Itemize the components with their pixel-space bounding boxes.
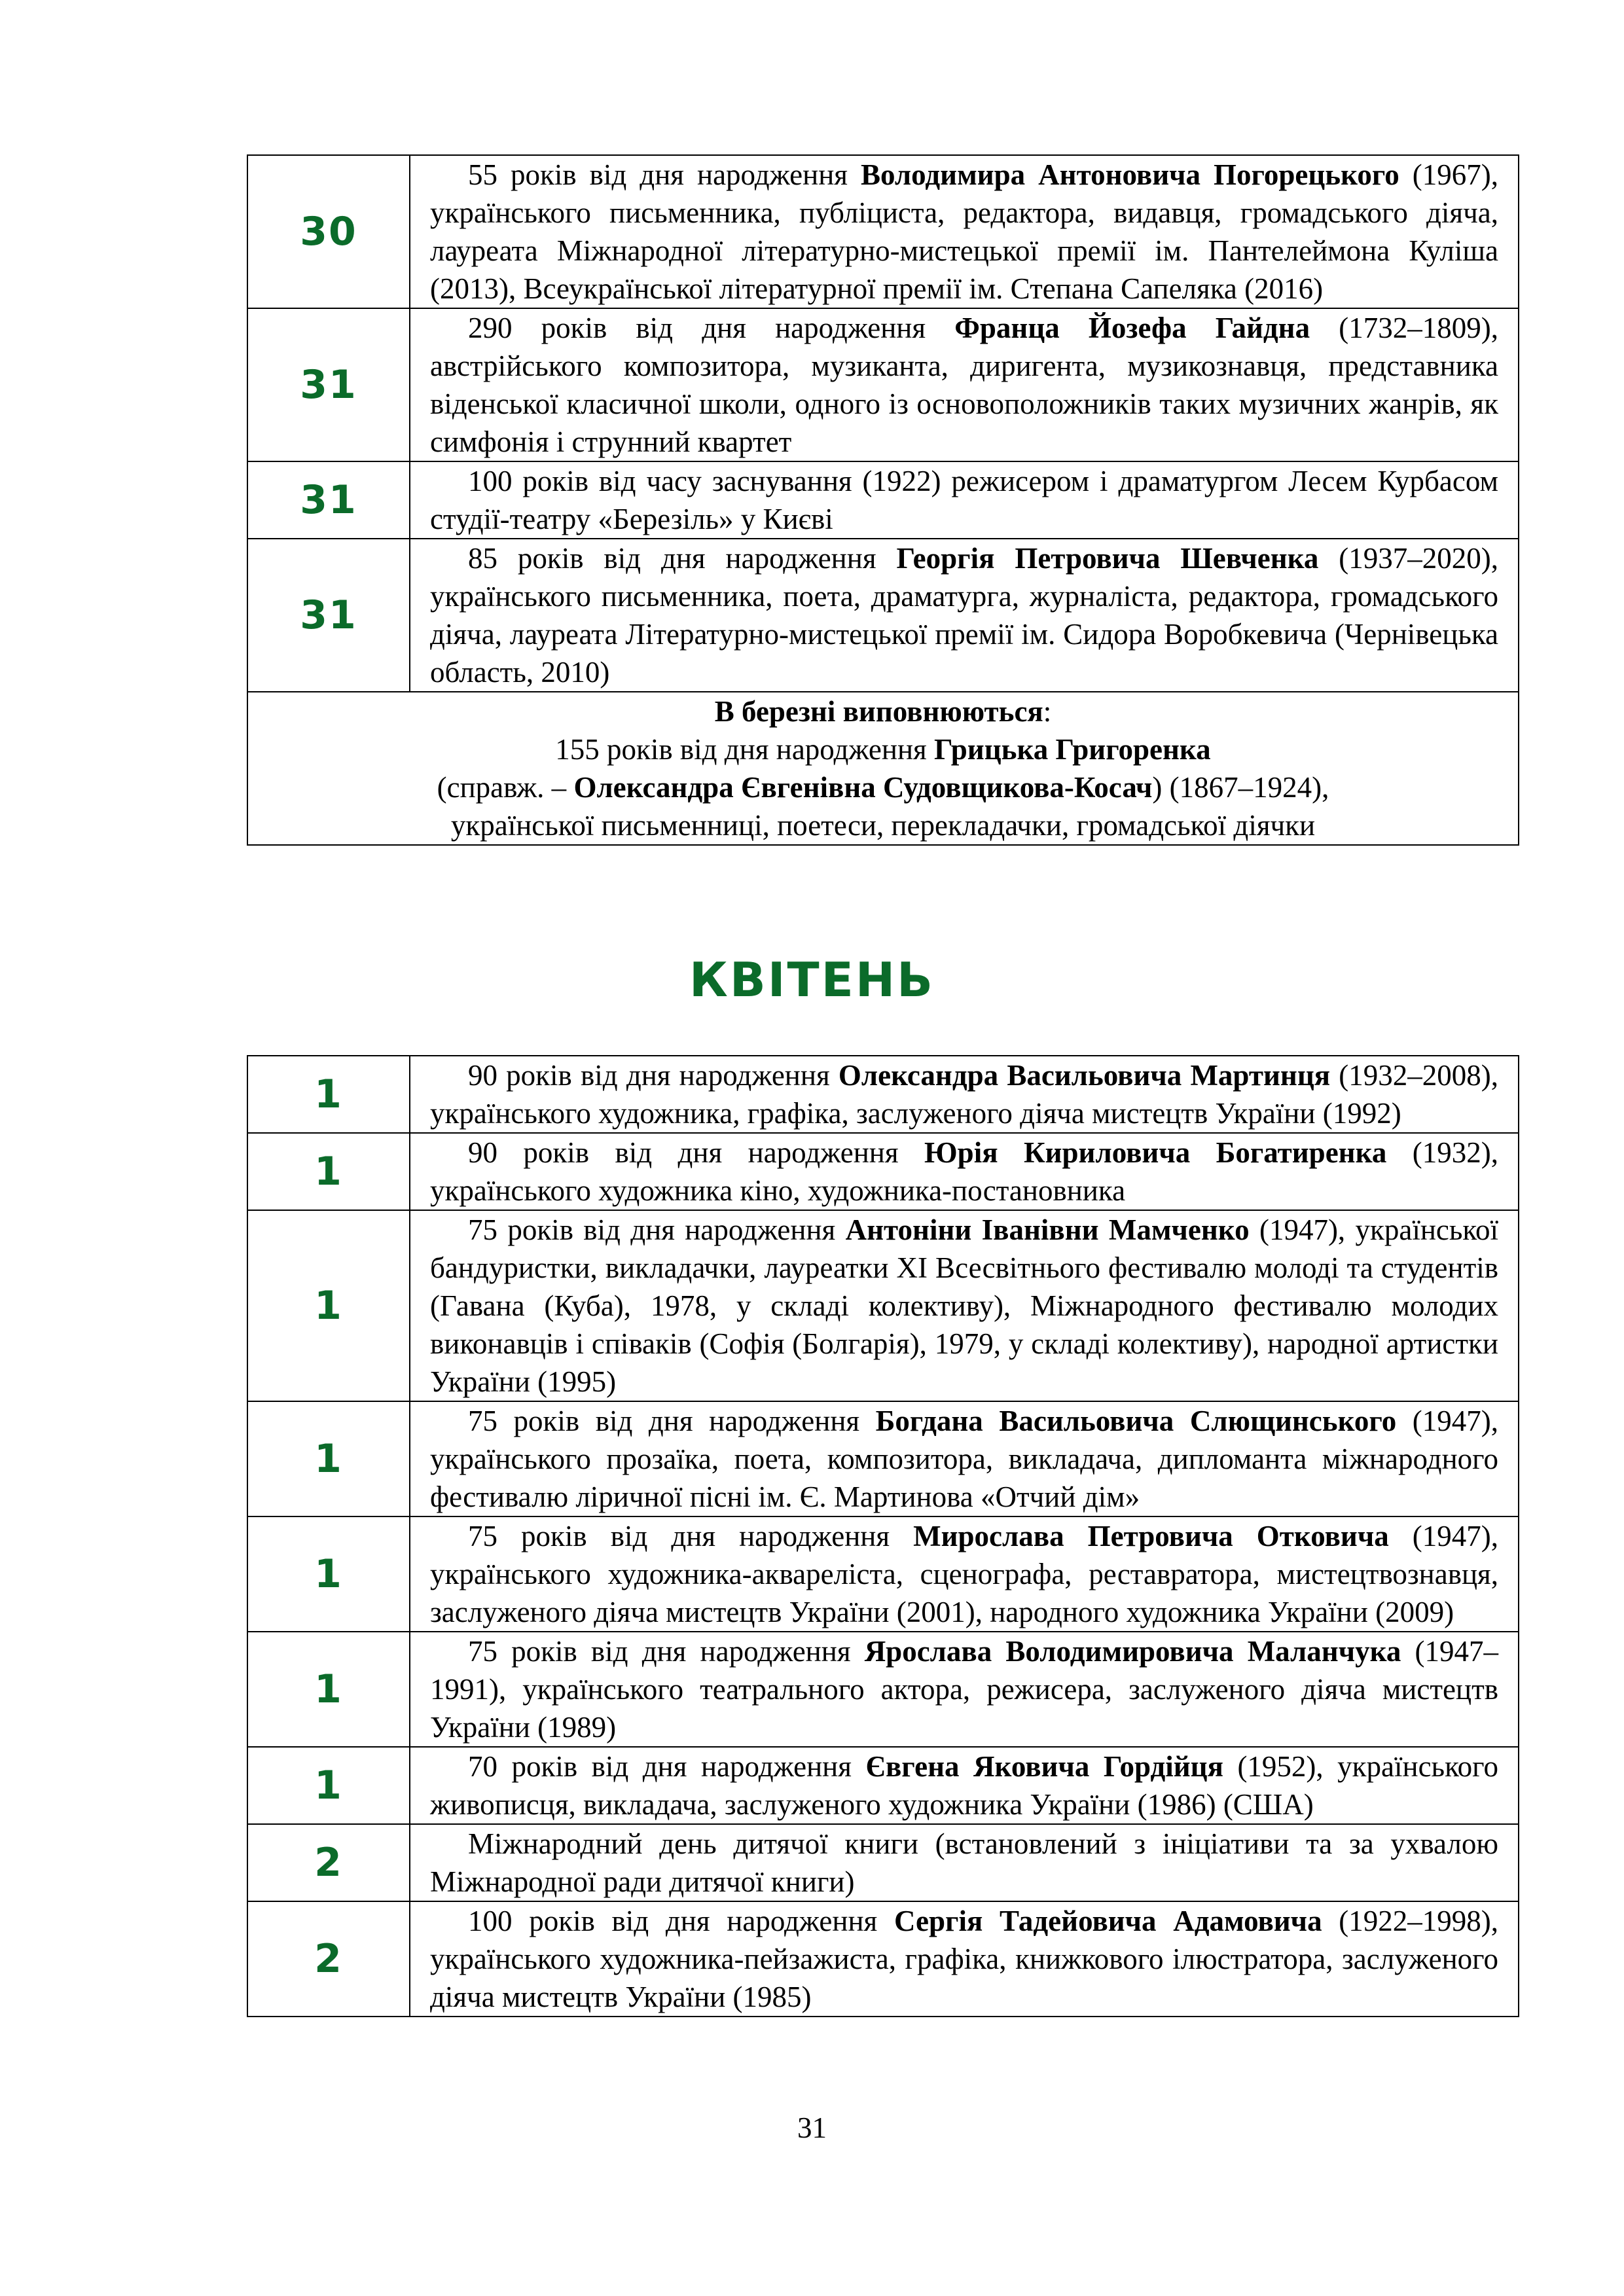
event-day: 1 (247, 1210, 410, 1401)
march-footer-row (247, 692, 1519, 845)
march-footer-heading: В березні виповнюються: (714, 695, 1052, 728)
person-name: Володимира Антоновича Погорецького (861, 158, 1399, 191)
month-title: КВІТЕНЬ (689, 952, 935, 1007)
event-day: 1 (247, 1516, 410, 1632)
event-day: 1 (247, 1632, 410, 1747)
event-text: Міжнародний день дитячої книги (встановлений з ініціативи та за ухвалою Міжнародної ради дитячої книги) (430, 1827, 1498, 1898)
event-day: 1 (247, 1133, 410, 1210)
table-row (247, 1210, 1519, 1401)
event-day: 30 (247, 155, 410, 308)
event-day: 1 (247, 1401, 410, 1516)
event-text: 100 років від часу заснування (1922) режисером і драматургом Лесем Курбасом студії-театру «Березіль» у Києві (430, 465, 1498, 535)
event-text: 55 років від дня народження (468, 158, 861, 191)
event-text: 75 років від дня народження (468, 1520, 914, 1552)
person-name: Георгія Петровича Шевченка (896, 542, 1319, 575)
table-row (247, 155, 1519, 308)
event-description (410, 1210, 1519, 1401)
table-row (247, 1824, 1519, 1901)
person-name: Євгена Яковича Гордійця (865, 1750, 1223, 1783)
march-footer-line3: української письменниці, поетеси, перекладачки, громадської діячки (450, 809, 1316, 842)
event-text: 90 років від дня народження (468, 1136, 924, 1169)
event-description (410, 1901, 1519, 2017)
event-day: 31 (247, 539, 410, 692)
event-details: (1922–1998), українського художника-пейзажиста, графіка, книжкового ілюстратора, заслуженого діяча мистецтв України (1985) (430, 1905, 1499, 2013)
event-description (410, 461, 1519, 539)
event-details: (1947–1991), українського театрального актора, режисера, заслуженого діяча мистецтв України (1989) (430, 1635, 1498, 1744)
person-name: Олександра Васильовича Мартинця (838, 1059, 1331, 1092)
event-day: 2 (247, 1901, 410, 2017)
person-name: Сергія Тадейовича Адамовича (893, 1905, 1322, 1937)
march-footer-cell (247, 692, 1519, 845)
event-text: 75 років від дня народження (468, 1635, 865, 1668)
table-row (247, 308, 1519, 461)
person-name: Мирослава Петровича Отковича (913, 1520, 1389, 1552)
event-details: (1967), українського письменника, публіциста, редактора, видавця, громадського діяча, лауреата Міжнародної літературно-мистецької премії ім. Пантелеймона Куліша (2013), Всеукраїнської літературної премії ім. Степана Сапеляка (2016) (430, 158, 1498, 305)
march-footer-line1: 155 років від дня народження Грицька Григоренка (555, 733, 1211, 766)
event-text: 75 років від дня народження (468, 1213, 846, 1246)
event-day: 2 (247, 1824, 410, 1901)
event-day: 1 (247, 1056, 410, 1133)
event-details: (1732–1809), австрійського композитора, музиканта, диригента, музикознавця, представника віденської класичної школи, одного із основоположників таких музичних жанрів, як симфонія і струнний квартет (430, 312, 1498, 458)
person-name: Юрія Кириловича Богатиренка (924, 1136, 1387, 1169)
march-events-table (247, 154, 1519, 846)
event-text: 85 років від дня народження (468, 542, 897, 575)
event-description (410, 155, 1519, 308)
event-description (410, 539, 1519, 692)
event-day: 31 (247, 461, 410, 539)
event-details: (1947), українського художника-аквареліста, сценографа, реставратора, мистецтвознавця, заслуженого діяча мистецтв України (2001), народного художника України (2009) (430, 1520, 1498, 1628)
event-details: (1937–2020), українського письменника, поета, драматурга, журналіста, редактора, громадського діяча, лауреата Літературно-мистецької премії ім. Сидора Воробкевича (Чернівецька область, 2010) (430, 542, 1498, 689)
page-number: 31 (797, 2111, 827, 2144)
table-row (247, 1632, 1519, 1747)
event-description (410, 1632, 1519, 1747)
event-text: 290 років від дня народження (468, 312, 955, 344)
table-row (247, 1747, 1519, 1824)
event-text: 70 років від дня народження (468, 1750, 866, 1783)
table-row (247, 1133, 1519, 1210)
person-name: Богдана Васильовича Слющинського (875, 1405, 1397, 1437)
person-name: Франца Йозефа Гайдна (954, 312, 1310, 344)
event-description (410, 1133, 1519, 1210)
person-name: Антоніни Іванівни Мамченко (845, 1213, 1250, 1246)
event-description (410, 1824, 1519, 1901)
event-description (410, 1516, 1519, 1632)
event-details: (1952), українського живописця, викладача, заслуженого художника України (1986) (США) (430, 1750, 1498, 1821)
event-details: (1932–2008), українського художника, графіка, заслуженого діяча мистецтв України (1992) (430, 1059, 1498, 1130)
event-day: 1 (247, 1747, 410, 1824)
event-details: (1947), українського прозаїка, поета, композитора, викладача, дипломанта міжнародного фестивалю ліричної пісні ім. Є. Мартинова «Отчий дім» (430, 1405, 1498, 1513)
event-description (410, 1401, 1519, 1516)
event-description (410, 1747, 1519, 1824)
table-row (247, 1901, 1519, 2017)
event-details: (1947), української бандуристки, викладачки, лауреатки XI Всесвітнього фестивалю молоді та студентів (Гавана (Куба), 1978, у складі колективу), Міжнародного фестивалю молодих виконавців і співаків (Софія (Болгарія), 1979, у складі колективу), народної артистки України (1995) (430, 1213, 1499, 1398)
event-text: 75 років від дня народження (468, 1405, 876, 1437)
april-events-table (247, 1055, 1519, 2017)
person-name: Ярослава Володимировича Маланчука (864, 1635, 1401, 1668)
table-row (247, 1401, 1519, 1516)
event-text: 90 років від дня народження (468, 1059, 839, 1092)
table-row (247, 1516, 1519, 1632)
table-row (247, 539, 1519, 692)
event-text: 100 років від дня народження (468, 1905, 894, 1937)
event-day: 31 (247, 308, 410, 461)
table-row (247, 461, 1519, 539)
event-details: (1932), українського художника кіно, художника-постановника (430, 1136, 1498, 1207)
table-row (247, 1056, 1519, 1133)
march-footer-line2: (справж. – Олександра Євгенівна Судовщикова-Косач) (1867–1924), (437, 771, 1329, 804)
event-description (410, 1056, 1519, 1133)
event-description (410, 308, 1519, 461)
